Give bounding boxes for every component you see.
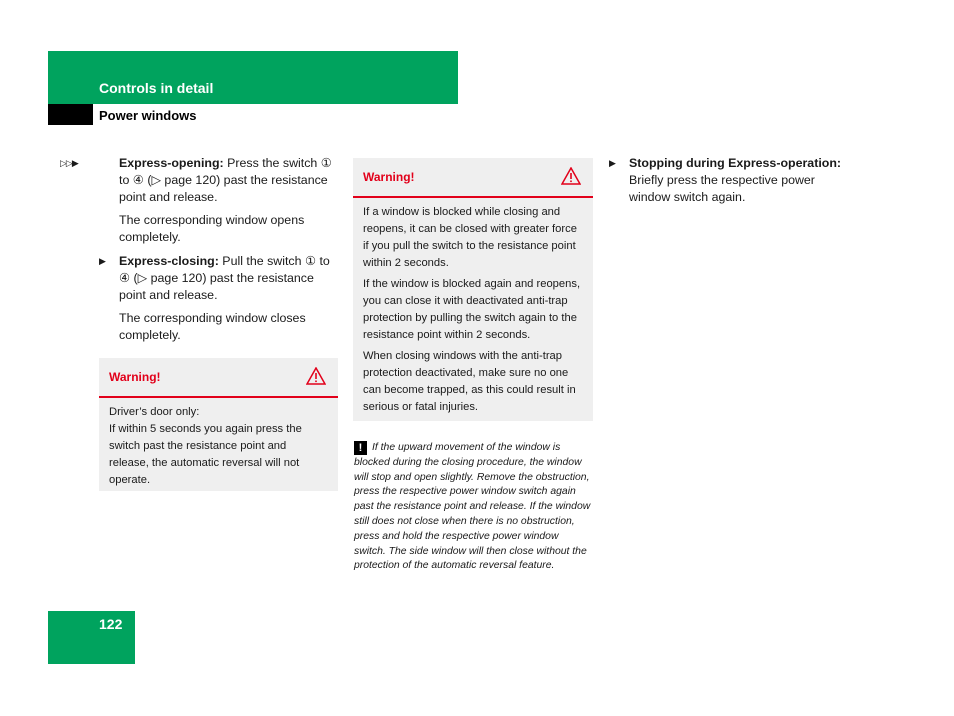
- express-opening-step: [60, 155, 341, 206]
- warning-line: Driver’s door only:: [109, 406, 200, 418]
- warning-paragraph: When closing windows with the anti-trap protection deactivated, make sure no one can become trapped, as this could result in serious or fatal injuries.: [363, 350, 576, 413]
- stopping-label: Stopping during Express-operation:: [629, 156, 842, 170]
- express-opening-text: Press the switch ① to ④ (▷ page 120) past the resistance point and release.: [119, 156, 332, 204]
- stopping-text: Briefly press the respective power window switch again.: [629, 173, 815, 204]
- bullet-arrow-icon: ▶: [609, 158, 616, 168]
- header-band: [48, 51, 458, 104]
- warning-line: If within 5 seconds you again press the switch past the resistance point and release, the automatic reversal will not operate.: [109, 423, 302, 486]
- note-block: [354, 441, 592, 574]
- warning-title: Warning!: [363, 170, 415, 184]
- section-title: Controls in detail: [99, 80, 214, 96]
- warning-title: Warning!: [109, 370, 161, 384]
- express-opening-result: The corresponding window opens completely.: [119, 213, 305, 244]
- express-closing-text: Pull the switch ① to ④ (▷ page 120) past the resistance point and release.: [119, 254, 330, 302]
- express-closing-result: The corresponding window closes completely.: [119, 311, 306, 342]
- express-opening-label: Express-opening:: [119, 156, 224, 170]
- exclamation-icon: !: [354, 441, 367, 455]
- warning-header: [353, 158, 593, 198]
- bullet-arrow-icon: ▶: [99, 256, 106, 266]
- warning-box-driver: [99, 358, 338, 491]
- warning-box-anti-trap: [353, 158, 593, 421]
- header-marker: [48, 104, 93, 125]
- continued-arrows-icon: ▷▷▶: [60, 158, 78, 168]
- page-number: 122: [99, 616, 123, 632]
- express-closing-label: Express-closing:: [119, 254, 219, 268]
- stopping-step: [609, 155, 854, 206]
- column-3: [609, 155, 854, 212]
- note-text: If the upward movement of the window is blocked during the closing procedure, the window will stop and open slightly. Remove the obstruction, press the respective power window switch again past the resistance point and release. If the window still does not close when there is no obstruction, press and hold the respective power window switch. The side window will then close without the protection of the automatic reversal feature.: [354, 442, 591, 572]
- column-1: [60, 155, 341, 351]
- warning-paragraph: If the window is blocked again and reopens, you can close it with deactivated anti-trap protection by pulling the switch again to the resistance point within 2 seconds.: [363, 278, 581, 341]
- sub-title: Power windows: [99, 108, 197, 123]
- warning-body: [353, 198, 593, 428]
- warning-header: [99, 358, 338, 398]
- warning-triangle-icon: [561, 167, 581, 185]
- warning-paragraph: If a window is blocked while closing and reopens, it can be closed with greater force if you pull the switch to the resistance point within 2 seconds.: [363, 206, 577, 269]
- warning-body: [99, 398, 338, 497]
- express-closing-step: [99, 253, 341, 304]
- warning-triangle-icon: [306, 367, 326, 385]
